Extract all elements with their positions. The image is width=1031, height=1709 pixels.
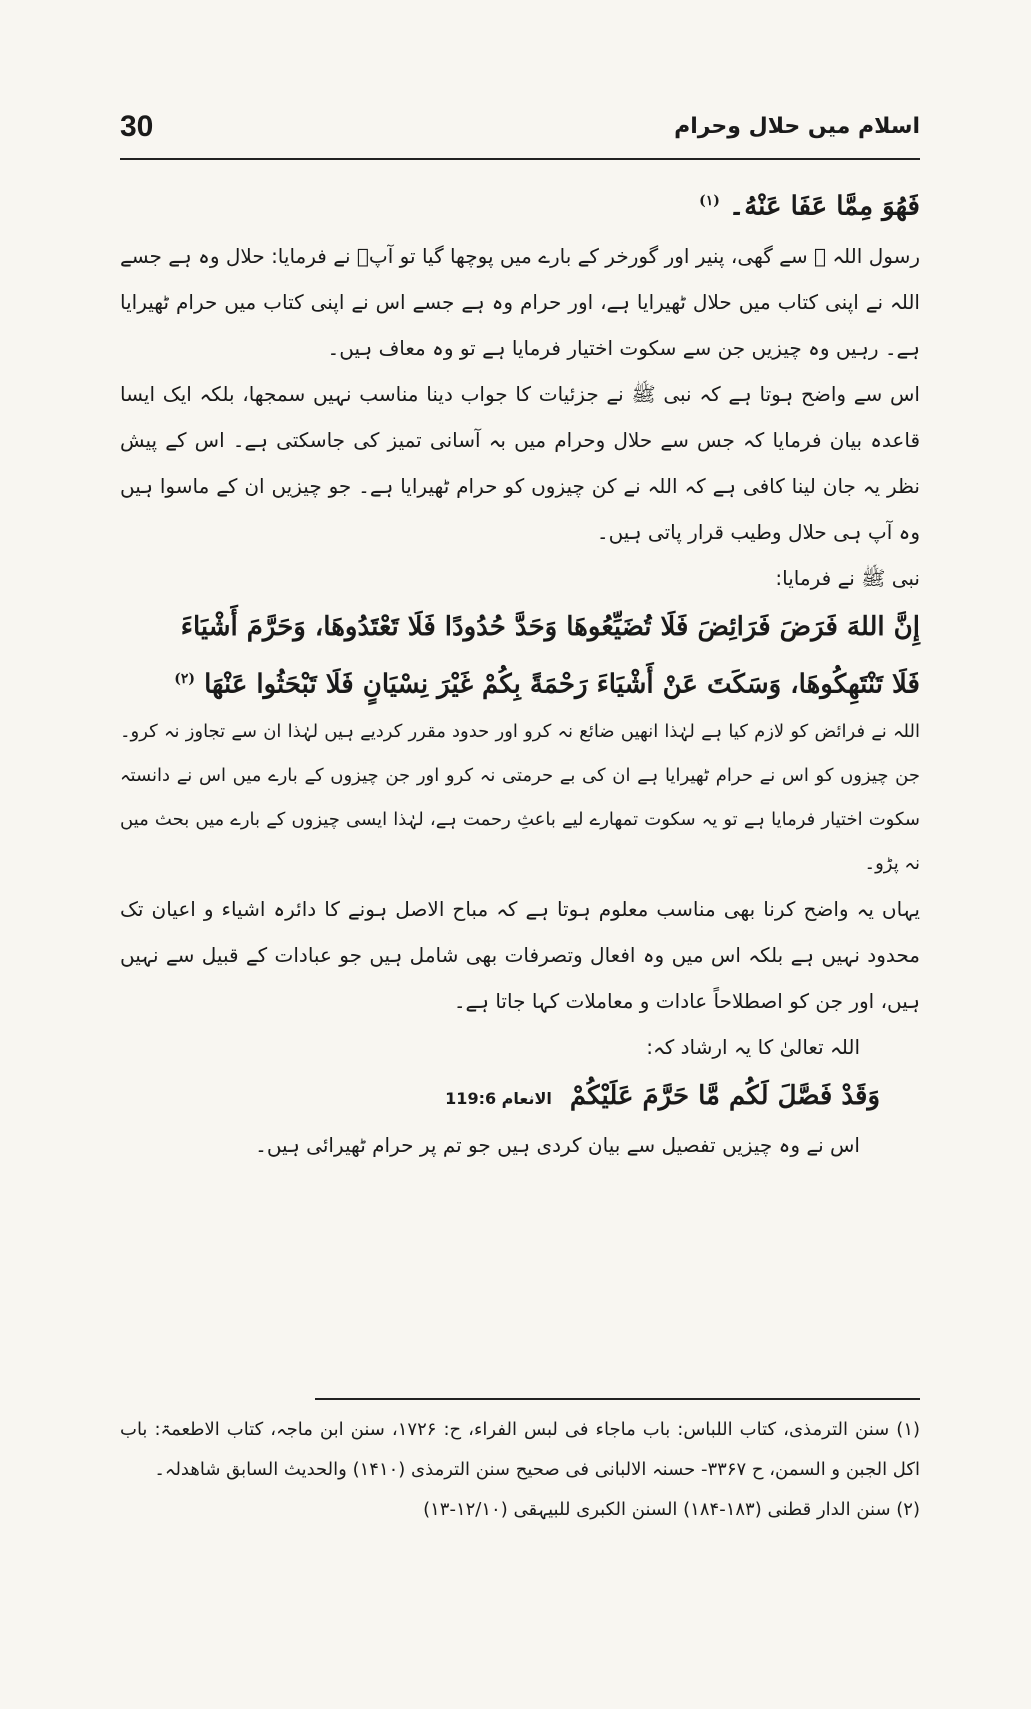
- paragraph-6: اللہ تعالیٰ کا یہ ارشاد کہ:: [646, 1035, 860, 1060]
- verse-text: وَقَدْ فَصَّلَ لَكُم مَّا حَرَّمَ عَلَيْكُمْ: [569, 1081, 880, 1112]
- page-number: 30: [120, 110, 154, 143]
- paragraph-3: نبی ﷺ نے فرمایا:: [775, 565, 920, 590]
- running-title: اسلام میں حلال وحرام: [674, 114, 920, 139]
- footnote-1: (۱) سنن الترمذی، کتاب اللباس: باب ماجاء فی لبس الفراء، ح: ۱۷۲۶، سنن ابن ماجہ، کتاب الاطعمۃ: باب اکل الجبن و السمن، ح ۳۳۶۷- حسنہ الالبانی فی صحیح سنن الترمذی (۱۴۱۰) والحدیث السابق شاهدلہ۔: [120, 1419, 921, 1480]
- hadith-line-2-text: فَلَا تَنْتَهِكُوهَا، وَسَكَتَ عَنْ أَشْيَاءَ رَحْمَةً بِكُمْ غَيْرَ نِسْيَانٍ فَلَا تَبْحَثُوا عَنْهَا: [204, 669, 920, 700]
- hadith-line-2: [120, 653, 920, 711]
- footnotes: [120, 1410, 920, 1530]
- footnote-marker-2: (۲): [174, 670, 195, 687]
- footnote-2: (۲) سنن الدار قطنی (۱۸۳-۱۸۴) السنن الکبری للبیہقی (۱۲/۱۰-۱۳): [423, 1499, 920, 1520]
- quran-verse: [120, 1070, 880, 1122]
- footnote-divider: [315, 1398, 920, 1400]
- hadith-line-1: إِنَّ اللهَ فَرَضَ فَرَائِضَ فَلَا تُضَيِّعُوهَا وَحَدَّ حُدُودًا فَلَا تَعْتَدُوهَا، وَحَرَّمَ أَشْيَاءَ: [180, 611, 920, 642]
- page-header: [120, 110, 920, 160]
- paragraph-1: رسول اللہ ﷺ سے گھی، پنیر اور گورخر کے بارے میں پوچھا گیا تو آپؐ نے فرمایا: حلال وہ ہے جسے اللہ نے اپنی کتاب میں حلال ٹھیرایا ہے، اور حرام وہ ہے جسے اس نے اپنی کتاب میں حرام ٹھیرایا ہے۔ رہیں وہ چیزیں جن سے سکوت اختیار فرمایا ہے تو وہ معاف ہیں۔: [120, 243, 920, 360]
- main-text: [120, 175, 920, 1168]
- paragraph-4: اللہ نے فرائض کو لازم کیا ہے لہٰذا انھیں ضائع نہ کرو اور حدود مقرر کردیے ہیں لہٰذا ان سے تجاوز نہ کرو۔ جن چیزوں کو اس نے حرام ٹھیرایا ہے ان کی بے حرمتی نہ کرو اور جن چیزوں کے بارے میں اس نے دانستہ سکوت اختیار فرمایا ہے تو یہ سکوت تمھارے لیے باعثِ رحمت ہے، لہٰذا ایسی چیزوں کے بارے میں بحث میں نہ پڑو۔: [120, 721, 920, 875]
- paragraph-2: اس سے واضح ہوتا ہے کہ نبی ﷺ نے جزئیات کا جواب دینا مناسب نہیں سمجھا، بلکہ ایک ایسا قاعدہ بیان فرمایا کہ جس سے حلال وحرام میں بہ آسانی تمیز کی جاسکتی ہے۔ اس کے پیش نظر یہ جان لینا کافی ہے کہ اللہ نے کن چیزوں کو حرام ٹھیرایا ہے۔ جو چیزیں ان کے ماسوا ہیں وہ آپ ہی حلال وطیب قرار پاتی ہیں۔: [120, 381, 920, 544]
- paragraph-5: یہاں یہ واضح کرنا بھی مناسب معلوم ہوتا ہے کہ مباح الاصل ہونے کا دائرہ اشیاء و اعیان تک محدود نہیں ہے بلکہ اس میں وہ افعال وتصرفات بھی شامل ہیں جو عبادات کے قبیل سے نہیں ہیں، اور جن کو اصطلاحاً عادات و معاملات کہا جاتا ہے۔: [120, 897, 920, 1014]
- paragraph-7: اس نے وہ چیزیں تفصیل سے بیان کردی ہیں جو تم پر حرام ٹھیرائی ہیں۔: [255, 1133, 860, 1158]
- header-divider: [120, 158, 920, 160]
- hadith-ending-text: فَهُوَ مِمَّا عَفَا عَنْهُ: [744, 191, 920, 222]
- hadith-ending: فَهُوَ مِمَّا عَفَا عَنْهُ۔ $^{(۱)}$: [699, 191, 920, 222]
- verse-reference: الانعام 119:6: [445, 1089, 552, 1109]
- footnote-marker-1: (۱): [699, 193, 720, 209]
